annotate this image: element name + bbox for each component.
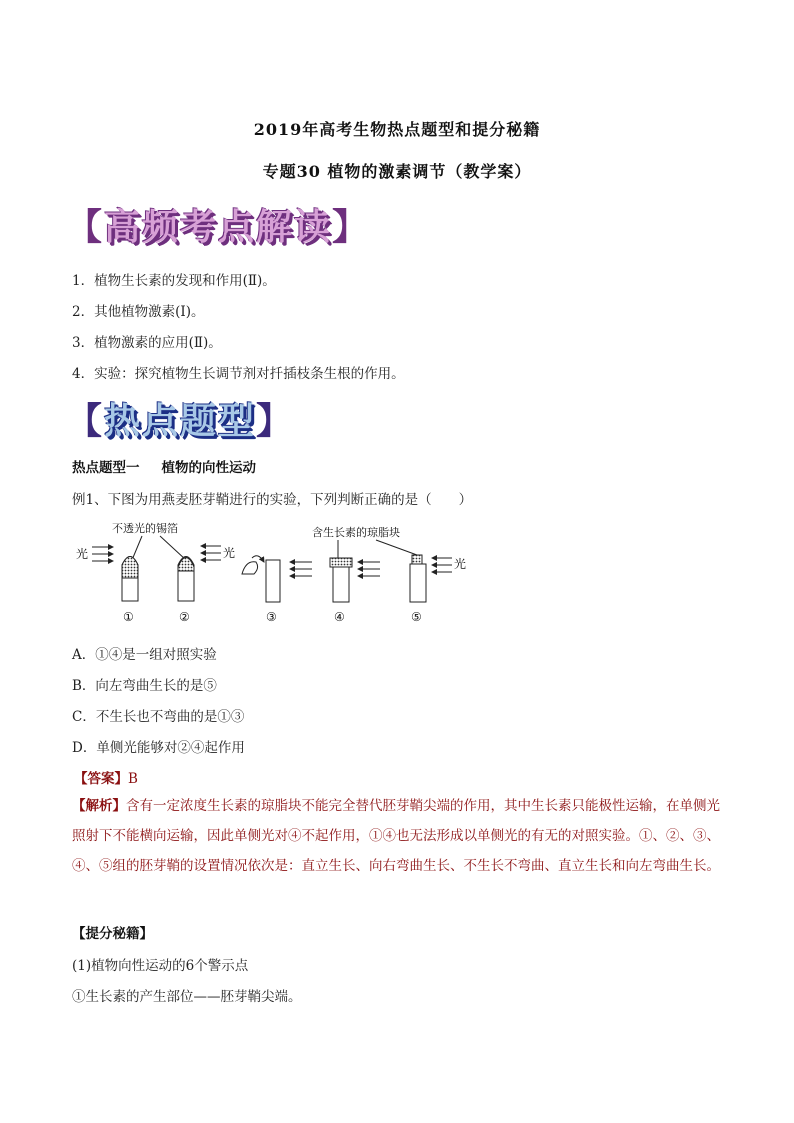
sample-number-4: ④ [334, 610, 345, 624]
banner-left-bracket: 【 [66, 401, 105, 442]
banner-text: 高频考点解读 [104, 207, 333, 248]
light-label-2: 光 [223, 546, 236, 560]
document-subtitle: 专题30 植物的激素调节（教学案） [262, 162, 532, 181]
point-item: 2．其他植物激素(Ⅰ)。 [72, 304, 205, 320]
point-item: 4．实验：探究植物生长调节剂对扦插枝条生根的作用。 [72, 366, 405, 382]
option-a: A．①④是一组对照实验 [72, 647, 217, 663]
section-topic: 植物的向性运动 [161, 460, 256, 476]
question-stem: 例1、下图为用燕麦胚芽鞘进行的实验，下列判断正确的是（ ） [72, 492, 473, 508]
light-arrows-2 [201, 546, 221, 560]
option-b: B．向左弯曲生长的是⑤ [72, 678, 217, 694]
tips-label: 【提分秘籍】 [72, 926, 153, 942]
document-title: 2019年高考生物热点题型和提分秘籍 [253, 120, 541, 139]
removal-arrow-3 [252, 556, 264, 562]
banner-right-bracket: 】 [256, 401, 295, 442]
light-label-5: 光 [454, 557, 467, 571]
foil-label: 不透光的锡箔 [112, 522, 178, 535]
tips-item: ①生长素的产生部位——胚芽鞘尖端。 [72, 989, 302, 1005]
sample-number-2: ② [179, 610, 190, 624]
agar-pointer [376, 540, 417, 555]
light-arrows-4b [358, 562, 380, 576]
analysis-text: 含有一定浓度生长素的琼脂块不能完全替代胚芽鞘尖端的作用，其中生长素只能极性运输，在单侧光照射下不能横向运输，因此单侧光对④不起作用，①④也无法形成以单侧光的有无的对照实验。①、②、③、④、⑤组的胚芽鞘的设置情况依次是：直立生长、向右弯曲生长、不生长不弯曲、直立生长和向左弯曲生长。 [72, 798, 720, 874]
foil-pointer [160, 536, 186, 560]
tips-heading: (1)植物向性运动的6个警示点 [72, 958, 249, 974]
banner-high-frequency [66, 202, 370, 254]
foil-cap-1 [122, 557, 138, 579]
sample-number-5: ⑤ [411, 610, 422, 624]
light-arrows-1 [92, 547, 113, 561]
foil-pointer [132, 536, 142, 560]
banner-text: 热点题型 [104, 401, 257, 442]
analysis-paragraph [72, 791, 732, 881]
agar-block-5 [412, 555, 422, 564]
light-arrows-5 [432, 558, 452, 572]
banner-left-bracket: 【 [66, 207, 105, 248]
agar-block-4 [330, 558, 352, 567]
removed-tip-3 [242, 562, 258, 574]
coleoptile-5 [410, 564, 426, 602]
light-arrows-4 [290, 562, 312, 576]
banner-right-bracket: 】 [332, 207, 371, 248]
point-item: 3．植物激素的应用(Ⅱ)。 [72, 335, 222, 351]
option-c: C．不生长也不弯曲的是①③ [72, 709, 245, 725]
coleoptile-4 [333, 567, 349, 602]
answer-label: 【答案】 [74, 771, 128, 787]
option-d: D．单侧光能够对②④起作用 [72, 740, 245, 756]
agar-label: 含生长素的琼脂块 [312, 526, 400, 539]
answer-value: B [128, 771, 138, 787]
sample-number-3: ③ [266, 610, 277, 624]
analysis-label: 【解析】 [72, 798, 126, 814]
sample-number-1: ① [123, 610, 134, 624]
foil-tip-2 [178, 558, 194, 572]
point-item: 1．植物生长素的发现和作用(Ⅱ)。 [72, 273, 276, 289]
experiment-figure [76, 518, 476, 628]
answer-line [74, 767, 138, 787]
light-label-1: 光 [76, 547, 89, 561]
banner-hot-topics [66, 396, 294, 448]
coleoptile-3 [266, 560, 280, 602]
section-heading [72, 456, 256, 476]
section-label: 热点题型一 [72, 460, 140, 476]
